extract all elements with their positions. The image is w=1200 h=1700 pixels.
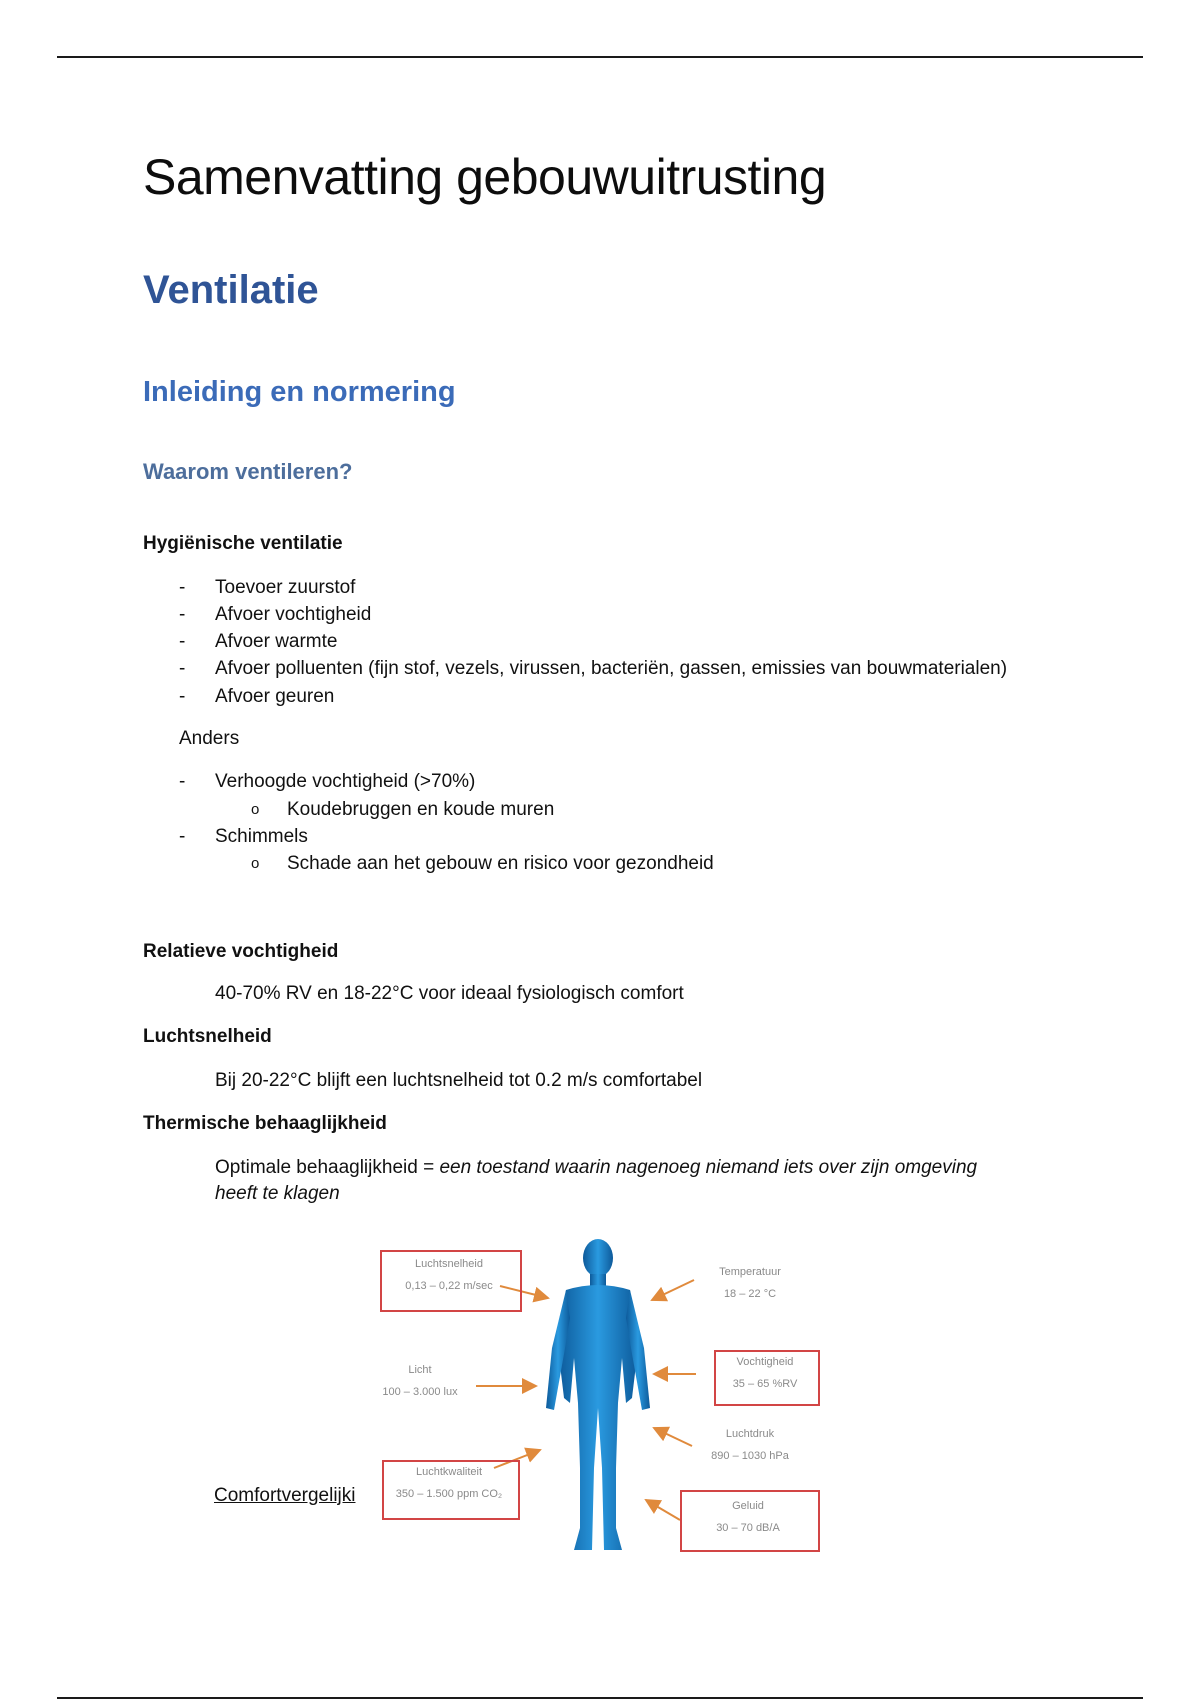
luchtkwaliteit-value: 350 – 1.500 ppm CO₂ [395,1488,503,1500]
thermische-text-line2 [215,1183,340,1205]
bullet-dash: - [179,686,186,707]
arrow-geluid [646,1500,680,1520]
comfort-figure [370,1228,830,1558]
geluid-value: 30 – 70 dB/A [716,1522,780,1534]
vochtigheid-value: 35 – 65 %RV [732,1378,798,1390]
heading-hygienische: Hygiënische ventilatie [143,533,343,554]
list-item-label: Afvoer warmte [215,631,338,652]
list-item-label: Koudebruggen en koude muren [287,799,555,820]
figure-caption: Comfortvergelijki [214,1485,356,1506]
bullet-dash: - [179,631,186,652]
document-title: Samenvatting gebouwuitrusting [143,149,827,205]
human-body-icon [546,1239,650,1550]
bullet-dash: - [179,771,186,792]
heading-ventilatie: Ventilatie [143,268,319,312]
list-item-label: Schimmels [215,826,308,847]
luchtsnelheid-text: Bij 20-22°C blijft een luchtsnelheid tot 0.2 m/s comfortabel [215,1070,703,1091]
bullet-dash: - [179,826,186,847]
licht-label: Licht [408,1364,432,1376]
licht-value: 100 – 3.000 lux [382,1386,458,1398]
heading-waarom: Waarom ventileren? [143,459,353,484]
luchtdruk-label: Luchtdruk [725,1428,775,1440]
arrow-luchtdruk [654,1428,692,1446]
list-item-label: Toevoer zuurstof [215,577,356,598]
luchtkwaliteit-label: Luchtkwaliteit [415,1466,483,1478]
list-item-label: Verhoogde vochtigheid (>70%) [215,771,476,792]
vochtigheid-label: Vochtigheid [736,1356,794,1368]
thermische-definition-cont: heeft te klagen [215,1183,340,1204]
bullet-circle: o [251,801,260,818]
list-item-label: Afvoer geuren [215,686,335,707]
list-item-label: Afvoer polluenten (fijn stof, vezels, virussen, bacteriën, gassen, emissies van bouwmaterialen) [215,658,1008,679]
heading-thermische: Thermische behaaglijkheid [143,1113,387,1134]
bullet-dash: - [179,577,186,598]
thermische-lead: Optimale behaaglijkheid = [215,1157,440,1178]
heading-inleiding: Inleiding en normering [143,376,456,408]
arrow-temperatuur [652,1280,694,1300]
thermische-definition: een toestand waarin nagenoeg niemand iets over zijn omgeving [439,1157,978,1178]
geluid-label: Geluid [732,1500,764,1512]
relatieve-vochtigheid-text: 40-70% RV en 18-22°C voor ideaal fysiologisch comfort [215,983,684,1004]
anders-label: Anders [179,728,240,749]
bullet-circle: o [251,855,260,872]
luchtsnelheid-label: Luchtsnelheid [415,1258,483,1270]
heading-relatieve-vochtigheid: Relatieve vochtigheid [143,941,339,962]
top-rule [57,56,1143,58]
thermische-text-line1 [215,1157,977,1179]
temperatuur-label: Temperatuur [719,1266,781,1278]
luchtsnelheid-value: 0,13 – 0,22 m/sec [405,1280,493,1292]
luchtdruk-value: 890 – 1030 hPa [711,1450,789,1462]
temperatuur-value: 18 – 22 °C [723,1288,777,1300]
heading-luchtsnelheid: Luchtsnelheid [143,1026,272,1047]
bottom-rule [57,1697,1143,1699]
bullet-dash: - [179,604,186,625]
list-item-label: Schade aan het gebouw en risico voor gezondheid [287,853,714,874]
list-item-label: Afvoer vochtigheid [215,604,372,625]
bullet-dash: - [179,658,186,679]
